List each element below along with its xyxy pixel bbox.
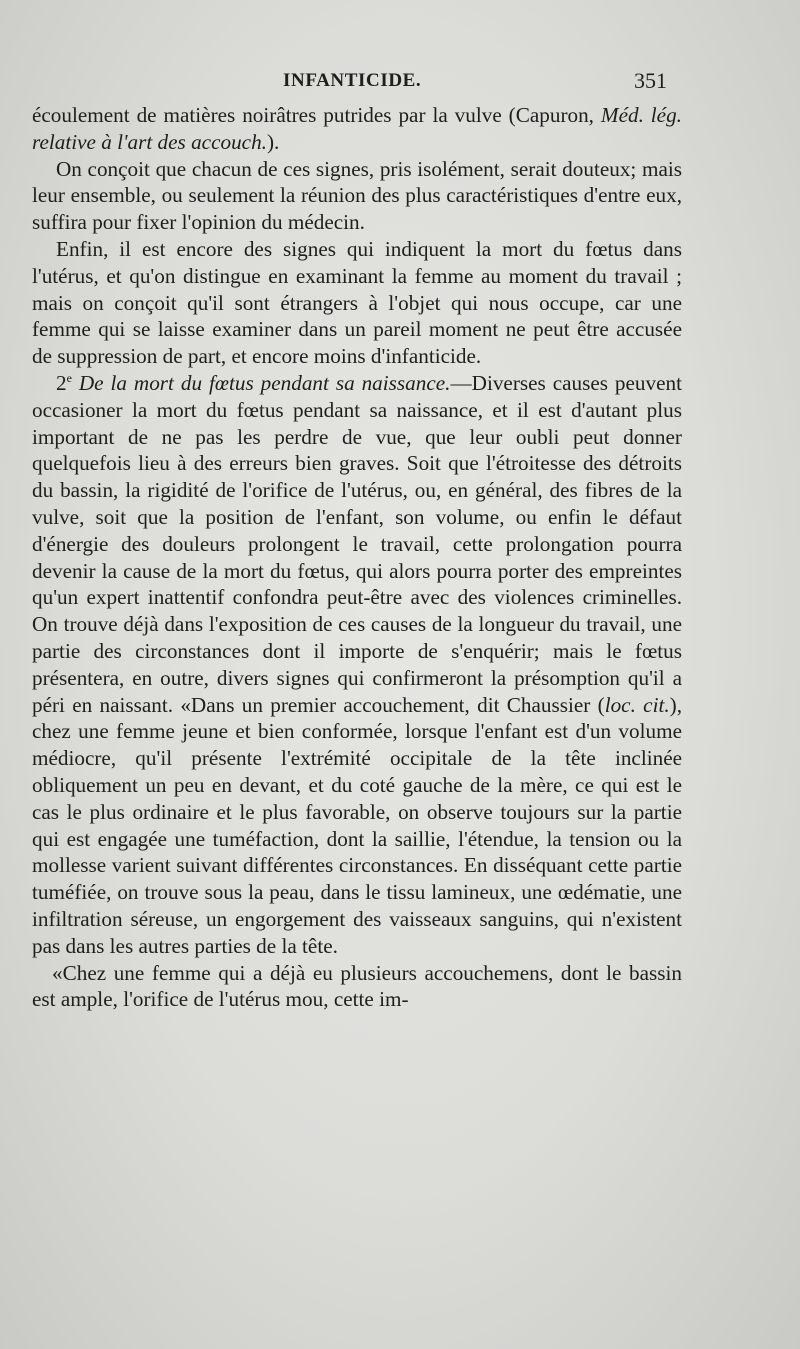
text-run: écoulement de matières noirâtres putrides par la vulve (Capuron,	[32, 103, 601, 127]
running-title: INFANTICIDE.	[283, 70, 422, 91]
paragraph	[32, 236, 682, 370]
italic-text: De la mort du fœtus pendant sa naissance.	[78, 370, 451, 395]
section-paragraph	[32, 370, 682, 960]
text-run: 2	[56, 370, 67, 395]
text-run: ), chez une femme jeune et bien conformée, lorsque l'enfant est d'un volume médiocre, qu'il présente l'extrémité occipitale de la tête inclinée obliquement un peu en devant, et du coté gauche de la mère, ce qui est le cas le plus ordinaire et le plus favorable, on observe toujours sur la partie qui est engagée une tuméfaction, dont la saillie, l'étendue, la tension ou la mollesse varient suivant différentes circonstances. En disséquant cette partie tuméfiée, on trouve sous la peau, dans le tissu lamineux, une œdématie, une infiltration séreuse, un engorgement des vaisseaux sanguins, qui n'existent pas dans les autres parties de la tête.	[32, 692, 683, 958]
body-text	[32, 102, 682, 1013]
paragraph	[32, 156, 682, 236]
italic-text: Méd. lég. relative à l'art des accouch.	[32, 103, 682, 154]
text-run: —Diverses causes peuvent occasioner la mort du fœtus pendant sa naissance, et il est d'autant plus important de ne pas les perdre de vue, que leur oubli peut donner quelquefois lieu à des erreurs bien graves. Soit que l'étroitesse des détroits du bassin, la rigidité de l'orifice de l'utérus, ou, en général, des fibres de la vulve, soit que la position de l'enfant, son volume, ou enfin le défaut d'énergie des douleurs prolongent le travail, cette prolongation pourra devenir la cause de la mort du fœtus, qui alors pourra porter des empreintes qu'un expert inattentif confondra peut-être avec des violences criminelles. On trouve déjà dans l'exposition de ces causes de la longueur du travail, une partie des circonstances dont il importe de s'enquérir; mais le fœtus présentera, en outre, divers signes qui confirmeront la présomption qu'il a péri en naissant. «Dans un premier accouchement, dit Chaussier (	[32, 370, 682, 717]
superscript-text: e	[66, 370, 72, 385]
text-run	[72, 371, 79, 395]
text-run: «Chez une femme qui a déjà eu plusieurs accouchemens, dont le bassin est ample, l'orifice de l'utérus mou, cette im-	[32, 960, 682, 1012]
paragraph	[32, 960, 682, 1014]
page-number: 351	[634, 68, 667, 93]
running-header	[0, 70, 800, 100]
text-run: On conçoit que chacun de ces signes, pris isolément, serait douteux; mais leur ensemble, ou seulement la réunion des plus caractéristiques d'entre eux, suffira pour fixer l'opinion du médecin.	[32, 156, 682, 235]
italic-text: loc. cit.	[604, 692, 670, 717]
paragraph	[32, 102, 682, 156]
text-run: Enfin, il est encore des signes qui indiquent la mort du fœtus dans l'utérus, et qu'on distingue en examinant la femme au moment du travail ; mais on conçoit qu'il sont étrangers à l'objet qui nous occupe, car une femme qui se laisse examiner dans un pareil moment ne peut être accusée de suppression de part, et encore moins d'infanticide.	[32, 236, 682, 369]
text-run: ).	[266, 129, 280, 154]
